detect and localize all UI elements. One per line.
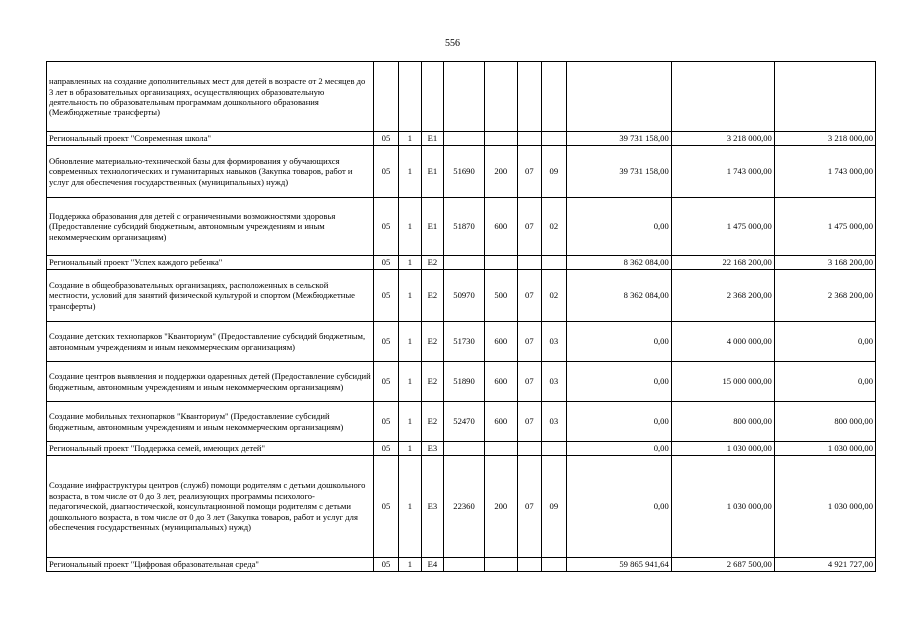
row-amount-3-cell: 4 921 727,00 [774, 558, 875, 572]
row-code-5-cell: 600 [484, 402, 517, 442]
row-amount-2-cell: 1 030 000,00 [671, 456, 774, 558]
row-code-2-cell: 1 [399, 132, 421, 146]
table-row [47, 558, 876, 572]
row-code-5-cell: 600 [484, 362, 517, 402]
row-name-cell: Поддержка образования для детей с ограниченными возможностями здоровья (Предоставление субсидий бюджетным, автономным учреждениям и иным некоммерческим организациям) [47, 198, 374, 256]
row-code-7-cell: 03 [542, 362, 567, 402]
row-code-7-cell: 02 [542, 198, 567, 256]
row-code-2-cell: 1 [399, 322, 421, 362]
budget-table [46, 61, 876, 572]
row-name-cell: Создание детских технопарков "Кванториум" (Предоставление субсидий бюджетным, автономным учреждениям и иным некоммерческим организациям) [47, 322, 374, 362]
row-code-4-cell: 22360 [444, 456, 485, 558]
row-code-3-cell: E2 [421, 402, 443, 442]
table-row [47, 198, 876, 256]
row-amount-1-cell: 39 731 158,00 [566, 146, 671, 198]
row-code-3-cell: E2 [421, 270, 443, 322]
row-amount-2-cell: 1 030 000,00 [671, 442, 774, 456]
row-amount-3-cell: 2 368 200,00 [774, 270, 875, 322]
row-code-7-cell: 03 [542, 322, 567, 362]
row-name-cell: Региональный проект "Успех каждого ребенка" [47, 256, 374, 270]
row-name-cell: Создание мобильных технопарков "Кванториум" (Предоставление субсидий бюджетным, автономным учреждениям и иным некоммерческим организациям) [47, 402, 374, 442]
table-row [47, 256, 876, 270]
row-code-7-cell [542, 256, 567, 270]
row-amount-1-cell: 0,00 [566, 442, 671, 456]
row-amount-1-cell: 8 362 084,00 [566, 256, 671, 270]
row-code-4-cell: 51870 [444, 198, 485, 256]
row-name-cell: Создание центров выявления и поддержки одаренных детей (Предоставление субсидий бюджетным, автономным учреждениям и иным некоммерческим организациям) [47, 362, 374, 402]
row-code-1-cell: 05 [373, 198, 399, 256]
row-code-5-cell [484, 442, 517, 456]
row-code-3-cell [421, 62, 443, 132]
row-code-2-cell: 1 [399, 456, 421, 558]
row-code-6-cell: 07 [517, 198, 542, 256]
table-row [47, 402, 876, 442]
row-code-6-cell [517, 442, 542, 456]
row-code-1-cell: 05 [373, 402, 399, 442]
row-code-1-cell: 05 [373, 442, 399, 456]
row-amount-1-cell: 39 731 158,00 [566, 132, 671, 146]
row-code-5-cell: 600 [484, 198, 517, 256]
row-code-7-cell: 09 [542, 146, 567, 198]
row-code-2-cell: 1 [399, 256, 421, 270]
row-code-7-cell: 02 [542, 270, 567, 322]
row-code-4-cell: 52470 [444, 402, 485, 442]
row-amount-3-cell: 1 030 000,00 [774, 456, 875, 558]
row-code-5-cell [484, 62, 517, 132]
table-row [47, 322, 876, 362]
row-name-cell: Региональный проект "Цифровая образовательная среда" [47, 558, 374, 572]
row-code-2-cell: 1 [399, 442, 421, 456]
row-code-4-cell [444, 256, 485, 270]
row-code-1-cell: 05 [373, 456, 399, 558]
row-code-6-cell [517, 256, 542, 270]
budget-table-body [47, 62, 876, 572]
row-amount-1-cell: 0,00 [566, 198, 671, 256]
row-amount-2-cell: 22 168 200,00 [671, 256, 774, 270]
row-code-6-cell [517, 62, 542, 132]
row-code-1-cell: 05 [373, 558, 399, 572]
row-code-4-cell [444, 62, 485, 132]
row-code-4-cell: 51730 [444, 322, 485, 362]
row-code-6-cell: 07 [517, 402, 542, 442]
row-code-1-cell: 05 [373, 146, 399, 198]
row-code-1-cell: 05 [373, 256, 399, 270]
row-name-cell: Обновление материально-технической базы для формирования у обучающихся современных технологических и гуманитарных навыков (Закупка товаров, работ и услуг для обеспечения государственных (муниципальных) нужд) [47, 146, 374, 198]
row-code-7-cell [542, 442, 567, 456]
row-name-cell: Региональный проект "Современная школа" [47, 132, 374, 146]
row-amount-3-cell: 1 743 000,00 [774, 146, 875, 198]
row-code-2-cell: 1 [399, 146, 421, 198]
row-code-6-cell: 07 [517, 322, 542, 362]
row-code-3-cell: E1 [421, 146, 443, 198]
row-code-1-cell: 05 [373, 270, 399, 322]
page-number: 556 [445, 38, 460, 49]
row-amount-3-cell: 0,00 [774, 322, 875, 362]
row-code-5-cell [484, 558, 517, 572]
row-amount-1-cell: 0,00 [566, 322, 671, 362]
row-amount-2-cell: 800 000,00 [671, 402, 774, 442]
row-code-4-cell [444, 132, 485, 146]
table-row [47, 62, 876, 132]
row-code-3-cell: E3 [421, 442, 443, 456]
row-code-2-cell: 1 [399, 270, 421, 322]
row-amount-2-cell: 1 475 000,00 [671, 198, 774, 256]
table-row [47, 362, 876, 402]
row-code-6-cell [517, 132, 542, 146]
row-code-3-cell: E1 [421, 198, 443, 256]
row-amount-1-cell: 0,00 [566, 362, 671, 402]
row-amount-1-cell: 8 362 084,00 [566, 270, 671, 322]
table-row [47, 146, 876, 198]
row-amount-1-cell: 0,00 [566, 402, 671, 442]
row-code-2-cell: 1 [399, 402, 421, 442]
row-code-3-cell: E2 [421, 322, 443, 362]
table-row [47, 442, 876, 456]
table-row [47, 456, 876, 558]
row-code-7-cell [542, 62, 567, 132]
row-code-6-cell: 07 [517, 456, 542, 558]
row-code-5-cell: 200 [484, 146, 517, 198]
row-name-cell: направленных на создание дополнительных мест для детей в возрасте от 2 месяцев до 3 лет в образовательных организациях, осуществляющих образовательную деятельность по образовательным программам дошкольного образования (Межбюджетные трансферты) [47, 62, 374, 132]
row-code-6-cell: 07 [517, 362, 542, 402]
row-code-5-cell [484, 256, 517, 270]
row-amount-3-cell: 0,00 [774, 362, 875, 402]
row-code-6-cell: 07 [517, 270, 542, 322]
table-row [47, 270, 876, 322]
row-amount-2-cell [671, 62, 774, 132]
row-code-3-cell: E4 [421, 558, 443, 572]
row-code-2-cell: 1 [399, 198, 421, 256]
row-code-4-cell [444, 442, 485, 456]
row-code-1-cell: 05 [373, 362, 399, 402]
row-amount-1-cell: 59 865 941,64 [566, 558, 671, 572]
row-name-cell: Создание в общеобразовательных организациях, расположенных в сельской местности, условий для занятий физической культурой и спортом (Межбюджетные трансферты) [47, 270, 374, 322]
row-code-5-cell: 200 [484, 456, 517, 558]
row-code-5-cell [484, 132, 517, 146]
row-amount-3-cell: 1 475 000,00 [774, 198, 875, 256]
row-code-7-cell: 09 [542, 456, 567, 558]
row-amount-1-cell [566, 62, 671, 132]
row-code-2-cell: 1 [399, 362, 421, 402]
row-amount-2-cell: 2 687 500,00 [671, 558, 774, 572]
table-row [47, 132, 876, 146]
row-code-1-cell [373, 62, 399, 132]
row-code-3-cell: E2 [421, 256, 443, 270]
row-amount-2-cell: 4 000 000,00 [671, 322, 774, 362]
row-code-7-cell [542, 132, 567, 146]
row-name-cell: Региональный проект "Поддержка семей, имеющих детей" [47, 442, 374, 456]
row-amount-3-cell: 3 218 000,00 [774, 132, 875, 146]
row-amount-1-cell: 0,00 [566, 456, 671, 558]
row-code-7-cell: 03 [542, 402, 567, 442]
row-code-4-cell: 50970 [444, 270, 485, 322]
row-code-4-cell: 51690 [444, 146, 485, 198]
row-amount-3-cell: 3 168 200,00 [774, 256, 875, 270]
row-code-4-cell: 51890 [444, 362, 485, 402]
row-amount-3-cell [774, 62, 875, 132]
row-code-7-cell [542, 558, 567, 572]
row-amount-2-cell: 3 218 000,00 [671, 132, 774, 146]
row-code-1-cell: 05 [373, 132, 399, 146]
row-code-3-cell: E3 [421, 456, 443, 558]
row-amount-3-cell: 800 000,00 [774, 402, 875, 442]
row-code-2-cell: 1 [399, 558, 421, 572]
row-code-6-cell [517, 558, 542, 572]
row-code-4-cell [444, 558, 485, 572]
row-code-2-cell [399, 62, 421, 132]
row-code-5-cell: 600 [484, 322, 517, 362]
row-amount-2-cell: 15 000 000,00 [671, 362, 774, 402]
row-name-cell: Создание инфраструктуры центров (служб) помощи родителям с детьми дошкольного возраста, в том числе от 0 до 3 лет, реализующих программы психолого-педагогической, диагностической, консультационной помощи родителям с детьми дошкольного возраста, в том числе от 0 до 3 лет (Закупка товаров, работ и услуг для обеспечения государственных (муниципальных) нужд) [47, 456, 374, 558]
row-code-1-cell: 05 [373, 322, 399, 362]
row-code-6-cell: 07 [517, 146, 542, 198]
row-amount-2-cell: 1 743 000,00 [671, 146, 774, 198]
row-code-3-cell: E1 [421, 132, 443, 146]
row-amount-3-cell: 1 030 000,00 [774, 442, 875, 456]
row-amount-2-cell: 2 368 200,00 [671, 270, 774, 322]
row-code-5-cell: 500 [484, 270, 517, 322]
row-code-3-cell: E2 [421, 362, 443, 402]
